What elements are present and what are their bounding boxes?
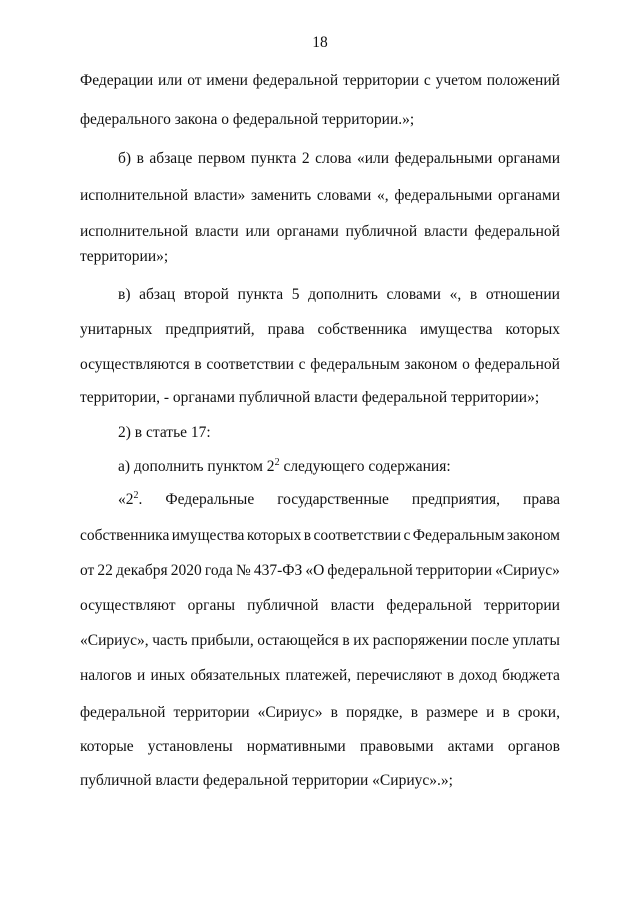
word: территории (483, 597, 560, 614)
word: платежей, (285, 667, 352, 684)
word: публичной (345, 223, 418, 240)
word: органами (276, 223, 339, 240)
word: абзаце (149, 150, 193, 167)
text-line (80, 631, 560, 651)
word: дополнить (308, 286, 378, 303)
text-segment: а) дополнить пунктом 2 (118, 458, 275, 475)
word: власти» (193, 187, 246, 204)
word: в (303, 527, 312, 544)
word: федеральной (474, 356, 560, 373)
word: имени (206, 72, 248, 89)
word: собственника (80, 527, 170, 544)
word: или (158, 72, 183, 89)
superscript: 2 (133, 489, 139, 501)
word: «Сириус» (495, 562, 560, 579)
word: прибыли, (191, 632, 254, 649)
text-line (80, 596, 560, 616)
word: актами (447, 738, 494, 755)
word: осуществляются (80, 356, 190, 373)
text-line (80, 526, 560, 546)
word: или (245, 223, 270, 240)
word: установлены (147, 738, 233, 755)
word: 22 (97, 562, 113, 579)
word: после (471, 632, 509, 649)
word: 5 (291, 286, 300, 303)
word: 437-ФЗ (253, 562, 303, 579)
text-line (80, 703, 560, 723)
word: с (423, 72, 431, 89)
word: о (462, 356, 470, 373)
word: декабря (115, 562, 168, 579)
word: которых (246, 527, 302, 544)
word: исполнительной (80, 187, 189, 204)
word: унитарных (80, 321, 153, 338)
word: учетом (435, 72, 482, 89)
word: уплаты (512, 632, 560, 649)
text-line (80, 737, 560, 757)
word: обязательных (190, 667, 281, 684)
word: часть (152, 632, 188, 649)
word: первом (197, 150, 246, 167)
text-line (118, 285, 560, 305)
page-number: 18 (312, 34, 328, 51)
text-line (80, 71, 560, 91)
word: Федеральные (165, 491, 255, 508)
text-line (118, 149, 560, 169)
word: территории (173, 704, 250, 721)
word: в (136, 150, 144, 167)
word: исполнительной (80, 223, 189, 240)
word: в (194, 356, 202, 373)
word: Федеральным (412, 527, 505, 544)
word: налогов (80, 667, 132, 684)
word: пункта (237, 286, 284, 303)
text-line: территории»; (80, 248, 169, 265)
word: размере (426, 704, 479, 721)
word: в (330, 704, 338, 721)
word: с (403, 527, 411, 544)
word: органов (507, 738, 560, 755)
word: слова (315, 150, 352, 167)
word: «, (377, 187, 389, 204)
word: органами (497, 150, 560, 167)
word: федеральным (310, 356, 400, 373)
word: осуществляют (80, 597, 176, 614)
word: соответствии (206, 356, 294, 373)
word: перечисляют (356, 667, 442, 684)
word: «Сириус» (257, 704, 323, 721)
word: предприятий, (165, 321, 255, 338)
text-line (80, 320, 560, 340)
text-line (80, 186, 560, 206)
word: собственника (317, 321, 407, 338)
superscript: 2 (274, 456, 280, 468)
text-line: 2) в статье 17: (118, 424, 211, 441)
text-segment: «2 (118, 491, 134, 508)
text-line (80, 355, 560, 375)
word: публичной (247, 597, 319, 614)
word: правовыми (359, 738, 434, 755)
word: заменить (251, 187, 312, 204)
word: федеральной (386, 597, 472, 614)
word: соответствии (313, 527, 402, 544)
word: в (410, 704, 419, 721)
word: законом (404, 356, 458, 373)
word: имущества (419, 321, 493, 338)
word: от (187, 72, 202, 89)
word: нормативными (246, 738, 346, 755)
word: которые (80, 738, 134, 755)
word: в (469, 286, 478, 303)
word: в (342, 632, 350, 649)
word: федеральной (80, 704, 166, 721)
word: иных (150, 667, 186, 684)
word: права (523, 491, 560, 508)
word: «Сириус», (80, 632, 149, 649)
word: № (235, 562, 251, 579)
text-line (80, 561, 560, 581)
word: органами (497, 187, 560, 204)
word: их (353, 632, 370, 649)
word: федеральными (394, 187, 493, 204)
word: федеральной (327, 562, 413, 579)
word: территории (415, 562, 492, 579)
word: «О (305, 562, 325, 579)
text-line: федерального закона о федеральной территории.»; (80, 111, 415, 128)
word: которых (505, 321, 560, 338)
word: предприятия, (411, 491, 501, 508)
word: пункта (250, 150, 297, 167)
word: б) (118, 150, 132, 167)
word: отношении (485, 286, 560, 303)
word: сроки, (517, 704, 560, 721)
word: имущества (171, 527, 245, 544)
word: в (446, 667, 455, 684)
text-line (80, 222, 560, 242)
text-segment: следующего содержания: (279, 458, 451, 475)
word: «, (449, 286, 462, 303)
word: доход (459, 667, 497, 684)
item-number (118, 490, 142, 510)
word: законом (506, 527, 560, 544)
word: власти (423, 223, 468, 240)
word: федеральной (252, 72, 339, 89)
word: абзац (139, 286, 176, 303)
word: и (137, 667, 146, 684)
text-line (80, 666, 560, 686)
word: словами (316, 187, 372, 204)
word: территории (342, 72, 420, 89)
word: 2 (301, 150, 310, 167)
word: порядке, (345, 704, 403, 721)
word: словами (386, 286, 441, 303)
word: года (204, 562, 233, 579)
word: 2020 (170, 562, 202, 579)
word: остающейся (257, 632, 339, 649)
word: положений (486, 72, 560, 89)
word: второй (183, 286, 229, 303)
word: власти (195, 223, 239, 240)
word: от (80, 562, 95, 579)
text-line (118, 490, 560, 510)
text-line (118, 457, 560, 477)
word: федеральной (474, 223, 560, 240)
word: в) (118, 286, 131, 303)
word: органы (187, 597, 236, 614)
word: Федерации (80, 72, 154, 89)
word: бюджета (502, 667, 560, 684)
word: в (502, 704, 510, 721)
word: «или (356, 150, 390, 167)
text-segment: . (138, 491, 143, 508)
word: распоряжении (372, 632, 468, 649)
text-line: публичной власти федеральной территории «Сириус».»; (80, 772, 453, 789)
word: права (267, 321, 305, 338)
text-line: территории, - органами публичной власти федеральной территории»; (80, 389, 540, 406)
word: государственные (277, 491, 389, 508)
word: федеральными (394, 150, 493, 167)
word: с (298, 356, 306, 373)
word: власти (330, 597, 375, 614)
word: и (486, 704, 495, 721)
